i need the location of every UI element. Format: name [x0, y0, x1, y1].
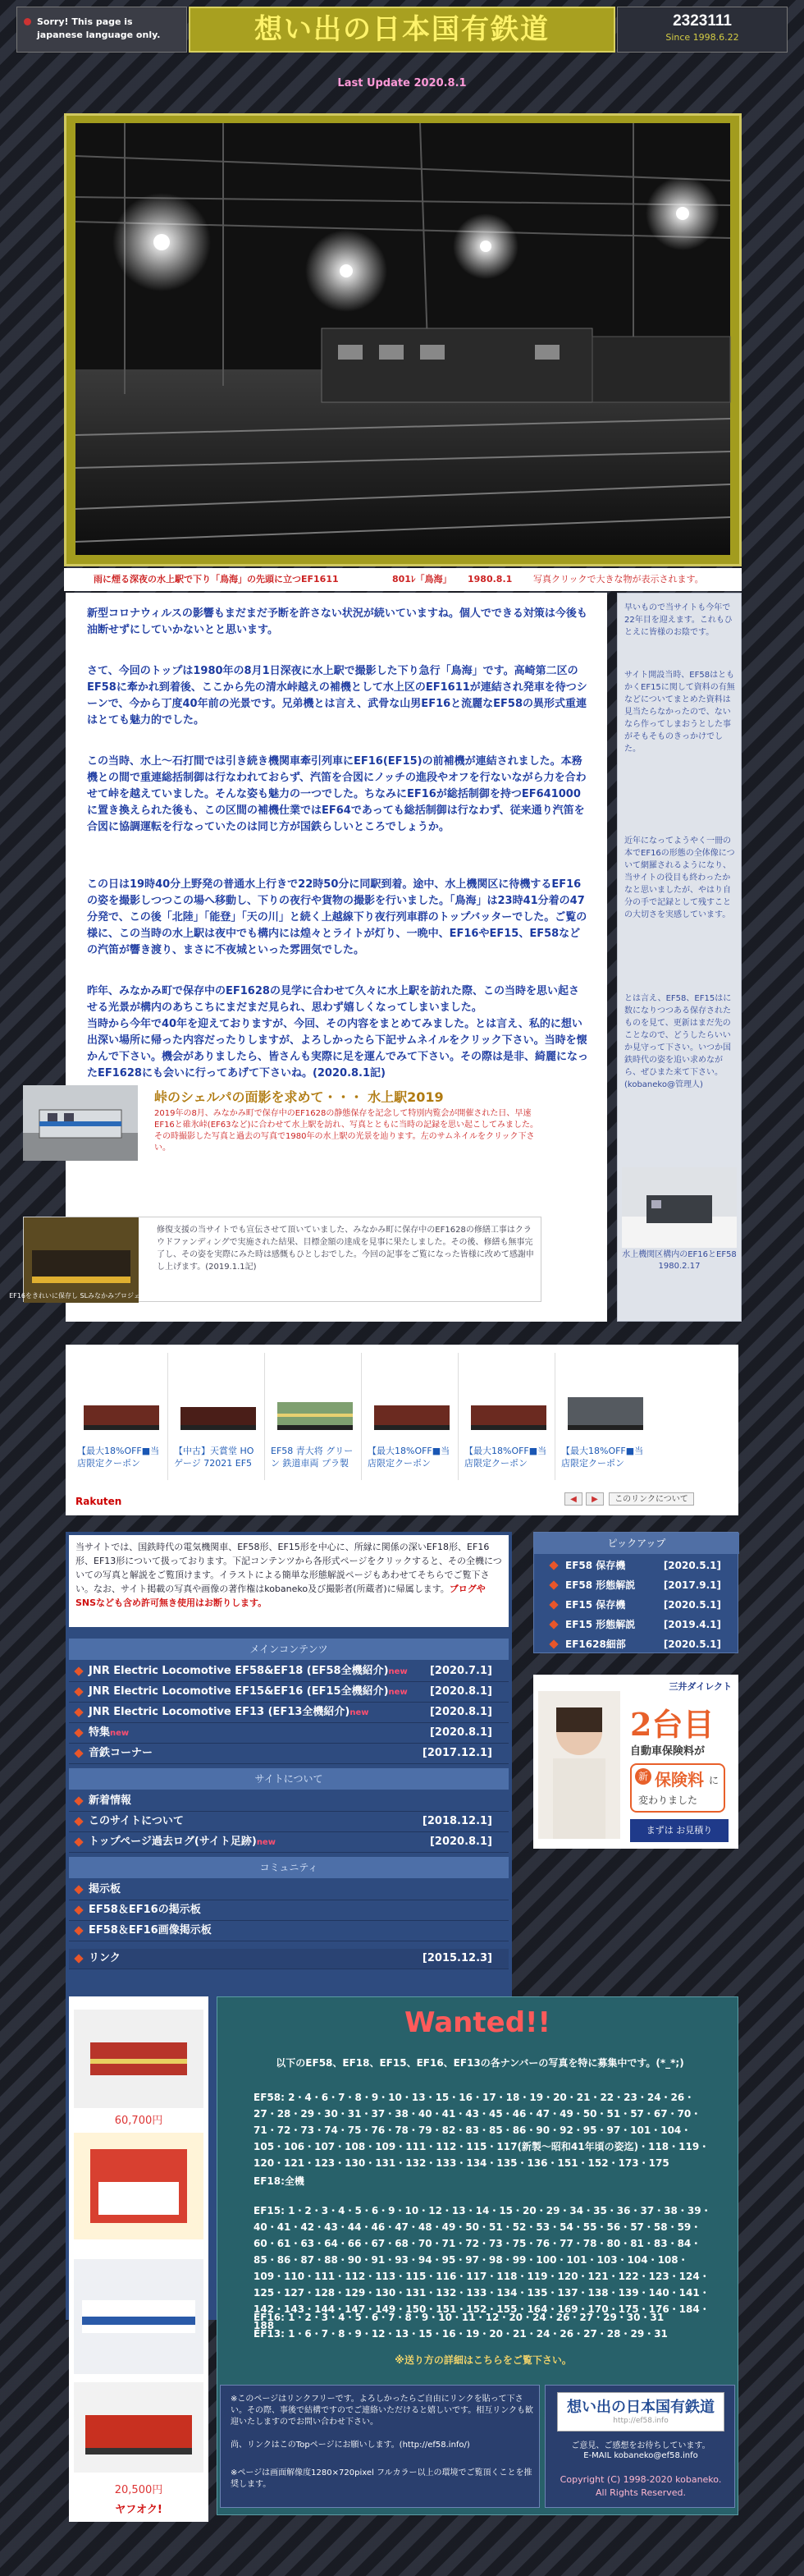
pickup-date: [2020.5.1]	[663, 1639, 721, 1650]
hero-caption	[64, 568, 742, 591]
counter-value: 2323111	[673, 12, 732, 30]
diamond-icon	[74, 1837, 83, 1846]
last-update: Last Update 2020.8.1	[337, 77, 467, 89]
menu-item-about[interactable]	[69, 1812, 509, 1832]
menu-label[interactable]: JNR Electric Locomotive EF15&EF16 (EF15全機紹介)	[89, 1685, 389, 1698]
wanted-ef13: EF13: 1・6・7・8・9・12・13・15・16・19・20・21・24・26・27・28・29・31	[254, 2328, 668, 2340]
sidebar-photo[interactable]	[622, 1167, 737, 1248]
sidebar-text-2: サイト開設当時、EF58はともかくEF15に関して資料の有無などについてまとめた資料は見当たらなかったので、ないなら作ってしまおうとした事がそもそものきっかけでした。	[624, 671, 735, 754]
diamond-icon	[74, 1728, 83, 1737]
pickup-box	[533, 1532, 738, 1653]
main-contents-header: メインコンテンツ	[69, 1639, 509, 1660]
sidebar-text-3: 近年になってようやく一冊の本でEF16の形態の全体像について網羅されるようになり、当サイトの役目も終わったかなと思いましたが、やはり自分の手で記録として残すことの大切さを実感しています。	[624, 837, 735, 919]
insurance-ad[interactable]	[533, 1675, 738, 1849]
menu-label[interactable]: EF58＆EF16の掲示板	[89, 1904, 201, 1916]
pickup-label[interactable]: EF15 形態解説	[565, 1619, 636, 1630]
yahoo-auction-logo[interactable]: ヤフオク!	[115, 2504, 162, 2516]
pickup-item[interactable]	[534, 1595, 739, 1615]
menu-label[interactable]: リンク	[89, 1952, 121, 1964]
since-date: Since 1998.6.22	[665, 32, 739, 43]
product-label[interactable]: 【最大18%OFF■当店限定クーポン	[368, 1446, 450, 1469]
sl-project-banner	[9, 1217, 153, 1303]
new-badge: new	[349, 1708, 369, 1717]
ad-item-photo-3	[74, 2259, 203, 2374]
menu-date: [2020.7.1]	[429, 1665, 492, 1677]
paragraph-6	[87, 1016, 589, 1082]
menu-label[interactable]: JNR Electric Locomotive EF13 (EF13全機紹介)	[89, 1706, 350, 1718]
pickup-date: [2020.5.1]	[663, 1599, 721, 1611]
feature-thumbnail[interactable]	[23, 1085, 138, 1161]
resolution-note: ※ページは画面解像度1280×720pixel フルカラー以上の環境でご覧頂くことを推奨します。	[231, 2468, 532, 2489]
night-train-photo	[75, 123, 730, 555]
diamond-icon	[74, 1749, 83, 1758]
wanted-ef18: EF18:全機	[254, 2175, 304, 2187]
diamond-icon	[549, 1620, 558, 1629]
product-card[interactable]	[364, 1353, 459, 1480]
link-policy-url[interactable]: 尚、リンクはこのTopページにお願いします。(http://ef58.info/)	[231, 2441, 470, 2450]
menu-item-image-bbs[interactable]	[69, 1921, 509, 1941]
menu-label[interactable]: JNR Electric Locomotive EF58&EF18 (EF58全機紹介)	[89, 1665, 389, 1677]
new-badge: new	[256, 1838, 276, 1847]
ad-badge-text: 保険料	[655, 1770, 704, 1790]
paragraph-6-b: 下さい。	[119, 1051, 162, 1063]
pickup-item[interactable]	[534, 1615, 739, 1634]
product-image	[468, 1389, 550, 1438]
ad-badge-particle: に	[709, 1775, 719, 1786]
diamond-icon	[74, 1926, 83, 1935]
contact-text: ご意見、ご感想をお待ちしています。	[571, 2441, 710, 2450]
product-image	[80, 1389, 162, 1438]
pickup-label[interactable]: EF58 保存機	[565, 1560, 626, 1571]
menu-label[interactable]: トップページ過去ログ(サイト足跡)	[89, 1836, 257, 1848]
paragraph-6-c: 機会がありましたら、皆さんも実際に足を運んでみて下さい。その際は是非、綺麗になったEF1628にも会いに行ってあげて下さいね。(2020.8.1記)	[87, 1051, 589, 1079]
ad-item-photo-4	[74, 2382, 203, 2473]
menu-date: [2020.8.1]	[429, 1685, 492, 1698]
menu-item-ef13[interactable]	[69, 1703, 509, 1723]
footer-contact	[545, 2385, 735, 2508]
ad-price-2: 20,500円	[114, 2484, 163, 2496]
rights-reserved: All Rights Reserved.	[595, 2487, 687, 2498]
caption-date: 1980.8.1	[468, 574, 513, 584]
paragraph-4: この日は19時40分上野発の普通水上行きで22時50分に同駅到着。途中、水上機関区に待機するEF16の姿を撮影しつつこの場へ移動し、下りの夜行や貨物の撮影を行いました。「鳥海」は23時41分着の47分発で、この後「北陸」「能登」「天の川」と続く上越線下り夜行列車群のトップバッターでした。ご覧の様に、この当時の水上駅は夜中でも構内には煌々とライトが灯り、一晩中、EF16やEF15、EF58などの汽笛が響き渡り、まさに不夜城といった雰囲気でした。	[87, 878, 587, 956]
bullet-icon	[24, 18, 31, 25]
pickup-date: [2019.4.1]	[663, 1619, 721, 1630]
product-card[interactable]	[461, 1353, 555, 1480]
ad-badge	[630, 1763, 725, 1813]
menu-label[interactable]: 新着情報	[89, 1794, 132, 1807]
menu-label[interactable]: 特集	[89, 1726, 111, 1739]
diamond-icon	[74, 1796, 83, 1805]
menu-item-ef15[interactable]	[69, 1682, 509, 1703]
wanted-ef16: EF16: 1・2・3・4・5・6・7・8・9・10・11・12・20・24・26・27・29・30・31	[254, 2312, 665, 2323]
paragraph-3: この当時、水上～石打間では引き続き機関車牽引列車にEF16(EF15)の前補機が連結されました。本務機との間で重連総括制御は行なわれておらず、汽笛を合図にノッチの進段やオフを行ないながら力を合わせて峠を越えていました。そんな姿も魅力の一つでした。ちなみにEF16が総括制御を持つEF641000に置き換えられた後も、この区間の補機仕業ではEF64であっても総括制御は行なわず、従来通り汽笛を合図に協調運転を行なっていたのは同じ方が国鉄らしいところでしょうか。	[87, 755, 587, 833]
product-image	[371, 1389, 453, 1438]
product-image	[177, 1389, 259, 1438]
menu-date: [2020.8.1]	[429, 1836, 492, 1848]
new-badge: new	[110, 1729, 130, 1738]
intro-text: 当サイトでは、国鉄時代の電気機関車、EF58形、EF15形を中心に、所縁に関係の深いEF18形、EF16形、EF13形について扱っております。下記コンテンツから各形式ページをクリックすると、その全機についての写真と解説をご覧頂けます。イラストによる簡単な形態解説ページもあわせてそちらでご覧下さい。なお、サイト掲載の写真や画像の著作権はkobaneko及び撮影者(所蔵者)に帰属します。	[75, 1542, 502, 1594]
diamond-icon	[74, 1885, 83, 1894]
menu-date: [2020.8.1]	[429, 1706, 492, 1718]
menu-item-ef58[interactable]	[69, 1662, 509, 1682]
pickup-header: ピックアップ	[534, 1533, 739, 1554]
product-card[interactable]	[558, 1353, 651, 1480]
paragraph-1: 新型コロナウィルスの影響もまだまだ予断を許さない状況が続いていますね。個人でできる対策は今後も油断せずにしていかないとと思います。	[87, 607, 587, 636]
menu-item-bbs[interactable]	[69, 1880, 509, 1900]
pickup-label[interactable]: EF1628細部	[565, 1639, 626, 1650]
product-card[interactable]	[74, 1353, 168, 1480]
ad-subline: 自動車保険料が	[630, 1745, 706, 1758]
diamond-icon	[74, 1817, 83, 1826]
diamond-icon	[549, 1600, 558, 1609]
caption-hint: 写真クリックで大きな物が表示されます。	[533, 574, 704, 584]
ad-item-photo-1	[74, 2010, 203, 2108]
rakuten-logo[interactable]: Rakuten	[75, 1496, 122, 1507]
pickup-date: [2017.9.1]	[663, 1579, 721, 1591]
wanted-details-link[interactable]: ※送り方の詳細はこちらをご覧下さい。	[395, 2354, 572, 2366]
carousel-next-button[interactable]: ▶	[586, 1492, 604, 1506]
menu-label[interactable]: このサイトについて	[89, 1815, 184, 1827]
paragraph-5: 昨年、みなかみ町で保存中のEF1628の見学に合わせて久々に水上駅を訪れた際、この当時を思い起させる光景が構内のあちこちにまだまだ見られ、思わず嬉しくなってしまいました。	[87, 985, 579, 1014]
diamond-icon	[74, 1687, 83, 1696]
pickup-label[interactable]: EF58 形態解説	[565, 1579, 636, 1591]
ad-headline: 2台目	[630, 1706, 715, 1743]
pickup-label[interactable]: EF15 保存機	[565, 1599, 626, 1611]
paragraph-2: さて、今回のトップは1980年の8月1日深夜に水上駅で撮影した下り急行「鳥海」です。高崎第二区のEF58に牽かれ到着後、ここから先の清水峠越えの補機として水上区のEF1611が連結され発車を待つシーンで、今から丁度40年前の光景です。兄弟機とは言え、武骨な山男EF16と流麗なEF58の異形式重連はとても魅力的でした。	[87, 665, 587, 727]
menu-item-special[interactable]	[69, 1723, 509, 1744]
new-badge: new	[388, 1667, 408, 1676]
sidebar-photo-caption	[617, 1249, 742, 1272]
menu-item-archive[interactable]	[69, 1832, 509, 1853]
product-image	[274, 1389, 356, 1438]
ad-item-photo-2	[74, 2133, 203, 2239]
ad-new-icon: 新	[635, 1768, 651, 1785]
access-counter	[617, 7, 788, 53]
site-title[interactable]: 想い出の日本国有鉄道	[189, 7, 615, 53]
menu-label[interactable]: 掲示板	[89, 1883, 121, 1895]
product-image	[564, 1389, 646, 1438]
pickup-item[interactable]	[534, 1634, 739, 1654]
footer-logo-title: 想い出の日本国有鉄道	[567, 2399, 715, 2416]
sidebar-text-1: 早いもので当サイトも今年で22年目を迎えます。これもひとえに皆様のお陰です。	[624, 603, 733, 637]
wanted-lead: 以下のEF58、EF18、EF15、EF16、EF13の各ナンバーの写真を特に募集中です。(*_*;)	[276, 2057, 684, 2069]
product-label[interactable]: 【最大18%OFF■当店限定クーポン	[464, 1446, 547, 1469]
carousel-prev-button[interactable]: ◀	[564, 1492, 582, 1506]
pickup-item[interactable]	[534, 1556, 739, 1575]
new-badge: new	[388, 1688, 408, 1697]
caption-main: 雨に煙る深夜の水上駅で下り「鳥海」の先頭に立つEF1611	[94, 574, 339, 584]
diamond-icon	[549, 1580, 558, 1589]
feature-link-mizukami2019[interactable]	[23, 1085, 541, 1167]
diamond-icon	[549, 1639, 558, 1648]
pickup-item[interactable]	[534, 1575, 739, 1595]
about-site-header: サイトについて	[69, 1768, 509, 1790]
link-policy	[220, 2385, 540, 2508]
ad-model-photo	[538, 1691, 620, 1839]
wanted-title: Wanted!!	[404, 2006, 551, 2039]
sidebar-photo-date: 1980.2.17	[658, 1262, 701, 1271]
menu-label[interactable]: 音鉄コーナー	[89, 1747, 153, 1759]
email-link[interactable]: E-MAIL kobaneko@ef58.info	[583, 2451, 698, 2460]
hero-photo[interactable]	[75, 123, 730, 555]
sidebar-photo-caption-text: 水上機関区構内のEF16とEF58	[622, 1250, 737, 1259]
wanted-ef15: EF15: 1・2・3・4・5・6・9・10・12・13・14・15・20・29・34・35・36・37・38・39・40・41・42・43・44・46・47・48・49・50・51・52・53・54・55・56・57・58・59・60・61・63・64・66・67・68・70・71・72・73・75・76・77・78・80・81・83・84・85・86・87・88・90・91・93・94・95・97・98・99・100・101・103・104・108・109・110・111・112・113・115・116・117・118・119・120・121・122・123・124・125・127・128・129・130・131・132・133・134・135・137・138・139・140・141・142・143・144・147・149・150・151・152・155・164・169・170・175・176・184・188	[254, 2205, 711, 2331]
menu-item-news[interactable]	[69, 1791, 509, 1812]
product-label[interactable]: EF58 青大将 グリーン 鉄道車両 プラ製	[271, 1446, 354, 1469]
intro-warning: ブログやSNSなども含め許可無き使用はお断りします。	[75, 1584, 486, 1608]
diamond-icon	[74, 1954, 83, 1963]
product-label[interactable]: 【最大18%OFF■当店限定クーポン	[77, 1446, 160, 1469]
sidebar-text-4: とは言え、EF58、EF15はに数になりつつある保存されたものを見て、更新はまだ先のことなので、どうしたらいいか見守って下さい。いつか国鉄時代の姿を追い求めながら、ぜひまた来て下さい。(kobaneko@管理人)	[624, 994, 732, 1089]
diamond-icon	[74, 1707, 83, 1717]
wanted-ef58: EF58: 2・4・6・7・8・9・10・13・15・16・17・18・19・20・21・22・23・24・26・27・28・29・30・31・37・38・40・41・43・45・46・47・49・50・51・57・67・70・71・72・73・74・75・76・78・79・82・83・85・86・90・92・95・97・101・104・105・106・107・108・109・111・112・115・117(新製〜昭和41年頃の姿迄)・118・119・120・121・123・130・131・132・133・134・135・136・151・152・173・175	[254, 2092, 710, 2169]
diamond-icon	[549, 1561, 558, 1570]
feature-text: 2019年の8月、みなかみ町で保存中のEF1628の静態保存を記念して特別内覧会が開催された日、早速EF16と碓氷峠(EF63など)に合わせて水上駅を訪れ、写真とともに当時の記録を思い起こしてみました。その時撮影した写真と過去の写真で1980年の水上駅の光景を辿ります。左のサムネイルをクリック下さい。	[154, 1109, 538, 1153]
pickup-date: [2020.5.1]	[663, 1560, 721, 1571]
banner-caption-text: EF16をきれいに保存し SLみなかみプロジェクト	[9, 1292, 153, 1299]
menu-date: [2020.8.1]	[429, 1726, 492, 1739]
ad-brand: 三井ダイレクト	[669, 1681, 732, 1692]
paragraph-6-a: 当時から今年で40年を迎えておりますが、今回、その内容をまとめてみました。とは言え、私的に想い出深い場所に帰った内容だったりしますが、よろしかったら下記サムネイルをクリック下さい。当時を懐かんで	[87, 1018, 587, 1063]
link-policy-text: ※このページはリンクフリーです。よろしかったらご自由にリンクを貼って下さい。その際、事後で結構ですのでご連絡いただけると嬉しいです。相互リンクも歓迎いたしますのでお問い合わせ下さい。	[231, 2395, 533, 2427]
menu-date: [2015.12.3]	[422, 1952, 492, 1964]
copyright: Copyright (C) 1998-2020 kobaneko.	[560, 2474, 722, 2485]
caption-train: 801ﾚ「鳥海」	[392, 574, 452, 584]
crowdfunding-text: 修復支援の当サイトでも宣伝させて頂いていました、みなかみ町に保存中のEF1628の修繕工事はクラウドファンディングで実施された結果、目標金額の達成を見事に果たしました。その後、修繕も無事完了し、その姿を実際にみた時は感慨もひとしおでした。今回の記事をご覧になった皆様に改めて感謝申し上げます。(2019.1.1記)	[157, 1226, 534, 1272]
menu-label[interactable]: EF58＆EF16画像掲示板	[89, 1924, 212, 1937]
product-label[interactable]: 【最大18%OFF■当店限定クーポン	[561, 1446, 644, 1469]
carousel-about-link[interactable]: このリンクについて	[609, 1492, 694, 1506]
product-card[interactable]	[267, 1353, 362, 1480]
menu-date: [2018.12.1]	[422, 1815, 492, 1827]
footer-logo-url: http://ef58.info	[613, 2417, 669, 2425]
ad-badge-suffix: 変わりました	[638, 1794, 698, 1806]
menu-item-sound[interactable]	[69, 1744, 509, 1764]
auction-ad[interactable]	[69, 1996, 208, 2522]
product-carousel	[66, 1345, 738, 1515]
language-notice	[16, 7, 187, 53]
ad-price-1: 60,700円	[114, 2115, 163, 2127]
crowdfunding-banner[interactable]	[9, 1217, 153, 1303]
community-header: コミュニティ	[69, 1857, 509, 1878]
crowdfunding-notice[interactable]	[9, 1217, 541, 1302]
menu-item-bbs-ef58[interactable]	[69, 1900, 509, 1921]
main-article	[66, 593, 607, 1322]
product-card[interactable]	[171, 1353, 265, 1480]
footer-logo[interactable]	[557, 2392, 724, 2432]
product-label[interactable]: 【中古】天賞堂 HOゲージ 72021 EF5	[174, 1446, 254, 1469]
diamond-icon	[74, 1905, 83, 1914]
snow-locomotive-photo	[622, 1167, 737, 1248]
language-notice-text: Sorry! This page is japanese language only.	[37, 16, 161, 40]
menu-item-links[interactable]	[69, 1949, 509, 1969]
ad-estimate-button[interactable]: まずは お見積り	[630, 1819, 729, 1842]
menu-date: [2017.12.1]	[422, 1747, 492, 1759]
station-train-thumbnail	[23, 1085, 138, 1161]
feature-title[interactable]: 峠のシェルパの面影を求めて・・・ 水上駅2019	[154, 1089, 444, 1105]
site-intro	[69, 1535, 509, 1627]
diamond-icon	[74, 1666, 83, 1675]
